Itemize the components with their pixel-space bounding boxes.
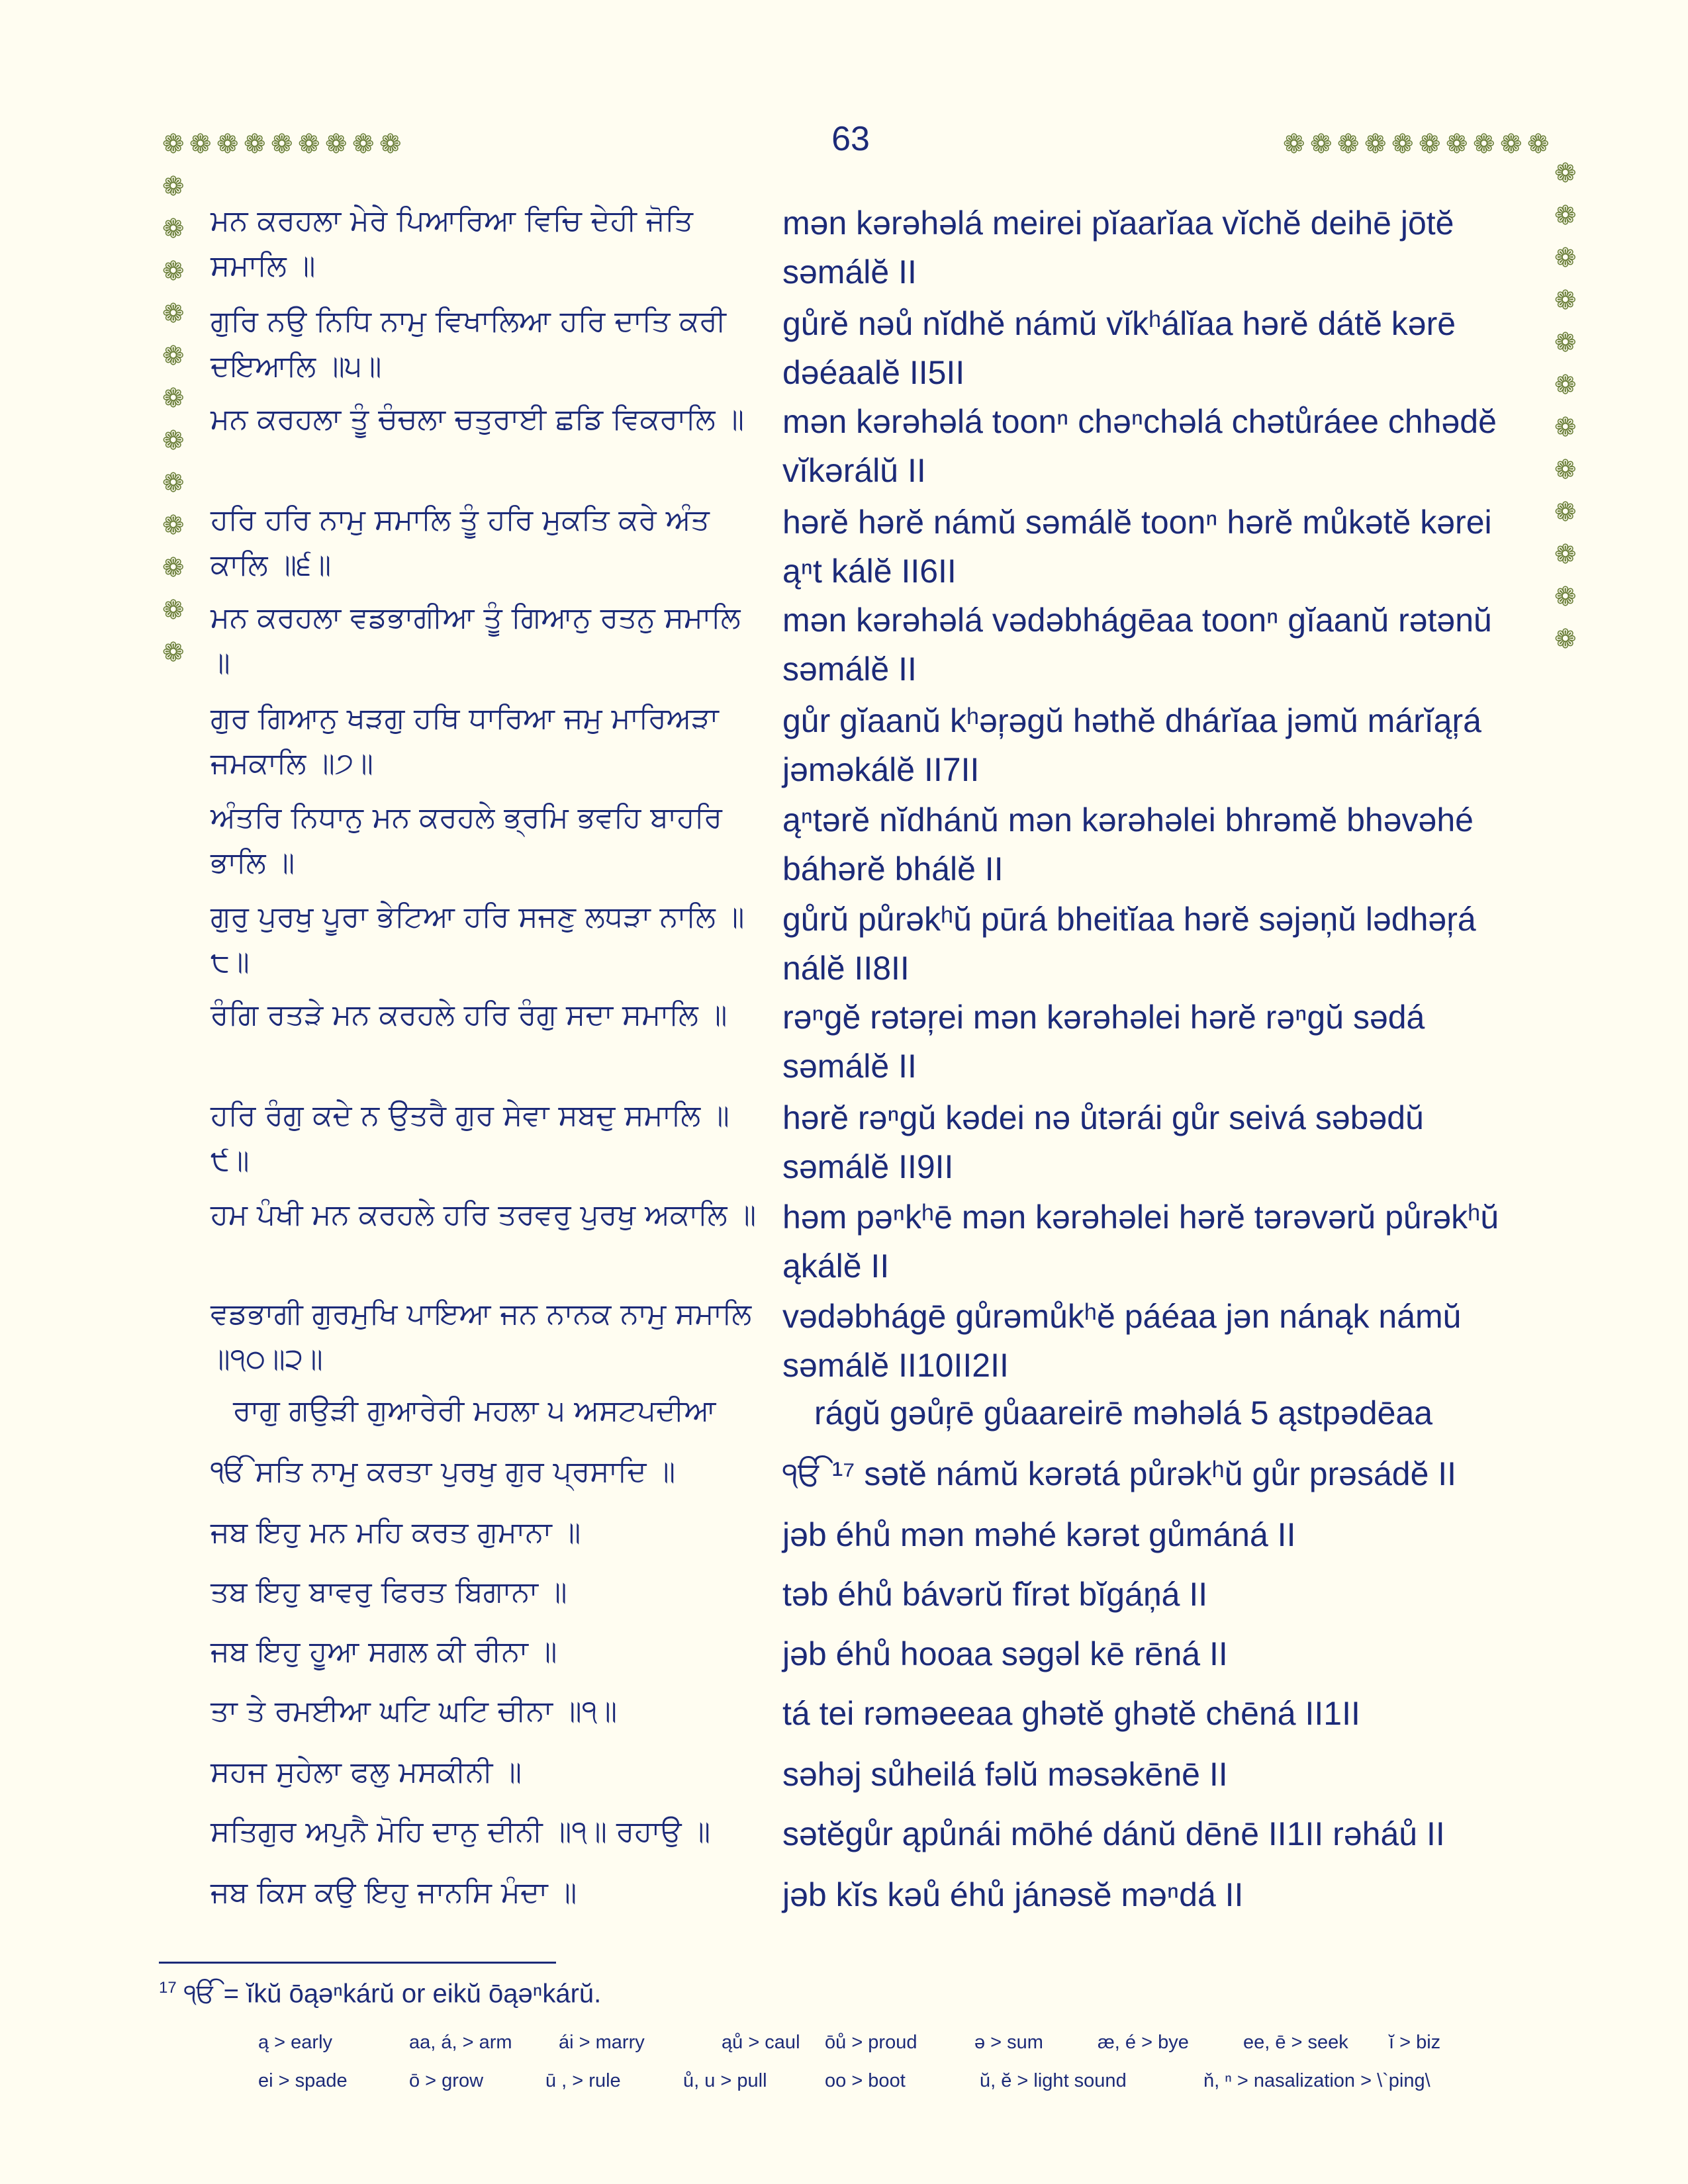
legend-row [258, 2032, 1516, 2070]
ornament-flower: ❁ [1337, 129, 1360, 159]
ornament-flower: ❁ [162, 298, 185, 329]
legend-entry: ō > grow [409, 2070, 484, 2091]
ornament-flower: ❁ [1364, 129, 1387, 159]
footnote-text: ੴ = ĭkŭ ōąəⁿkárŭ or eikŭ ōąəⁿkárŭ. [183, 1979, 602, 2009]
transliteration-text: təb éhů bávərŭ fĭrət bĭgáņá II [782, 1576, 1208, 1613]
legend-entry: ą > early [258, 2032, 333, 2053]
ornament-flower: ❁ [1554, 539, 1577, 570]
gurmukhi-text: ਗੁਰੁ ਪੁਰਖੁ ਪੂਰਾ ਭੇਟਿਆ ਹਰਿ ਸਜਣੁ ਲਧੜਾ ਨਾਲਿ ॥੮॥ [211, 900, 745, 979]
ornament-flower: ❁ [1554, 201, 1577, 231]
legend-entry: ee, ē > seek [1243, 2032, 1348, 2053]
ornament-flower: ❁ [162, 468, 185, 498]
gurmukhi-text: ਗੁਰ ਗਿਆਨੁ ਖੜਗੁ ਹਥਿ ਧਾਰਿਆ ਜਮੁ ਮਾਰਿਅੜਾ ਜਮਕਾਲਿ ॥੭॥ [211, 702, 719, 780]
gurmukhi-text: ਹਮ ਪੰਖੀ ਮਨ ਕਰਹਲੇ ਹਰਿ ਤਰਵਰੁ ਪੁਰਖੁ ਅਕਾਲਿ ॥ [211, 1198, 757, 1232]
gurmukhi-text: ਜਬ ਕਿਸ ਕਉ ਇਹੁ ਜਾਨਸਿ ਮੰਦਾ ॥ [211, 1876, 577, 1909]
ornament-flower: ❁ [1554, 582, 1577, 612]
transliteration-text: ąⁿtərĕ nĭdhánŭ mən kərəhəlei bhrəmĕ bhəvəhé báhərĕ bhálĕ II [782, 801, 1474, 887]
ornament-flower: ❁ [1527, 129, 1550, 159]
transliteration-text: rəⁿgĕ rətəŗei mən kərəhəlei hərĕ rəⁿgŭ sədá səmálĕ II [782, 999, 1425, 1085]
ornament-flower: ❁ [162, 256, 185, 287]
gurmukhi-text: ਜਬ ਇਹੁ ਹੂਆ ਸਗਲ ਕੀ ਰੀਨਾ ॥ [211, 1635, 557, 1668]
ornament-flower: ❁ [1554, 412, 1577, 443]
ornament-flower: ❁ [162, 553, 185, 583]
ornament-flower: ❁ [1419, 129, 1441, 159]
footnote [159, 1979, 601, 2009]
transliteration-text: mən kərəhəlá meirei pĭaarĭaa vĭchĕ deihē jōtĕ səmálĕ II [782, 205, 1454, 291]
footnote-marker: 17 [159, 1979, 177, 1997]
gurmukhi-text: ੴ ਸਤਿ ਨਾਮੁ ਕਰਤਾ ਪੁਰਖੁ ਗੁਰ ਪ੍ਰਸਾਦਿ ॥ [211, 1455, 676, 1488]
ornament-flower: ❁ [162, 171, 185, 202]
legend-entry: ū , > rule [545, 2070, 621, 2091]
transliteration-text: rágŭ gəůŗē gůaareirē məhəlá 5 ąstpədēaa [814, 1394, 1433, 1432]
ornament-flower: ❁ [325, 129, 348, 159]
gurmukhi-text: ਤਬ ਇਹੁ ਬਾਵਰੁ ਫਿਰਤ ਬਿਗਾਨਾ ॥ [211, 1575, 567, 1609]
legend-row [258, 2070, 1516, 2109]
ornament-flower: ❁ [1473, 129, 1495, 159]
gurmukhi-text: ਅੰਤਰਿ ਨਿਧਾਨੁ ਮਨ ਕਰਹਲੇ ਭ੍ਰਮਿ ਭਵਹਿ ਬਾਹਰਿ ਭਾਲਿ ॥ [211, 801, 722, 880]
pronunciation-legend [258, 2032, 1516, 2109]
legend-entry: ĭ > biz [1389, 2032, 1441, 2053]
legend-entry: aa, á, > arm [409, 2032, 512, 2053]
ornament-flower: ❁ [1500, 129, 1523, 159]
legend-entry: oo > boot [825, 2070, 906, 2091]
gurmukhi-text: ਮਨ ਕਰਹਲਾ ਤੂੰ ਚੰਚਲਾ ਚਤੁਰਾਈ ਛਡਿ ਵਿਕਰਾਲਿ ॥ [211, 402, 745, 436]
legend-entry: ů, u > pull [683, 2070, 767, 2091]
legend-entry: ň, ⁿ > nasalization > \`ping\ [1203, 2070, 1430, 2091]
ornament-flower: ❁ [1310, 129, 1333, 159]
transliteration-text: səhəj sůheilá fəlŭ məsəkēnē II [782, 1756, 1228, 1793]
ornament-flower: ❁ [271, 129, 293, 159]
gurmukhi-text: ਮਨ ਕਰਹਲਾ ਵਡਭਾਗੀਆ ਤੂੰ ਗਿਆਨੁ ਰਤਨੁ ਸਮਾਲਿ ॥ [211, 601, 741, 680]
legend-entry: ə > sum [974, 2032, 1043, 2053]
gurmukhi-text: ਗੁਰਿ ਨਉ ਨਿਧਿ ਨਾਮੁ ਵਿਖਾਲਿਆ ਹਰਿ ਦਾਤਿ ਕਰੀ ਦਇਆਲਿ ॥੫॥ [211, 304, 726, 383]
ornament-flower: ❁ [189, 129, 212, 159]
gurmukhi-text: ਵਡਭਾਗੀ ਗੁਰਮੁਖਿ ਪਾਇਆ ਜਨ ਨਾਨਕ ਨਾਮੁ ਸਮਾਲਿ ॥੧੦॥੨॥ [211, 1297, 752, 1376]
legend-entry: ei > spade [258, 2070, 348, 2091]
ornament-flower: ❁ [1554, 497, 1577, 527]
ornament-flower: ❁ [1554, 285, 1577, 316]
legend-entry: ŭ, ĕ > light sound [980, 2070, 1127, 2091]
ornament-flower: ❁ [1554, 243, 1577, 273]
gurmukhi-text: ਹਰਿ ਰੰਗੁ ਕਦੇ ਨ ਉਤਰੈ ਗੁਰ ਸੇਵਾ ਸਬਦੁ ਸਮਾਲਿ ॥੯॥ [211, 1099, 729, 1177]
legend-entry: ái > marry [559, 2032, 645, 2053]
ornament-flower: ❁ [1554, 158, 1577, 189]
ornament-flower: ❁ [1554, 370, 1577, 400]
transliteration-text: hərĕ rəⁿgŭ kədei nə ůtərái gůr seivá səbədŭ səmálĕ II9II [782, 1099, 1424, 1185]
page-number: 63 [831, 120, 870, 158]
transliteration-text: sətĕgůr ąpůnái mōhé dánŭ dēnē II1II rəháů II [782, 1815, 1445, 1852]
transliteration-text: tá tei rəmәeeaa ghətĕ ghətĕ chēná II1II [782, 1695, 1360, 1732]
gurmukhi-text: ਰੰਗਿ ਰਤੜੇ ਮਨ ਕਰਹਲੇ ਹਰਿ ਰੰਗੁ ਸਦਾ ਸਮਾਲਿ ॥ [211, 998, 727, 1032]
ornament-flower: ❁ [162, 426, 185, 456]
ornament-flower: ❁ [216, 129, 239, 159]
gurmukhi-text: ਜਬ ਇਹੁ ਮਨ ਮਹਿ ਕਰਤ ਗੁਮਾਨਾ ॥ [211, 1516, 581, 1549]
ornament-flower: ❁ [162, 129, 185, 159]
ornament-flower: ❁ [162, 383, 185, 414]
transliteration-text: jəb kĭs kəů éhů jánəsĕ məⁿdá II [782, 1876, 1244, 1913]
ornament-flower: ❁ [162, 214, 185, 244]
ornament-flower: ❁ [1446, 129, 1468, 159]
transliteration-text: gůrŭ půrəkʰŭ pūrá bheitĭaa hərĕ səjəņŭ lədhəŗá nálĕ II8II [782, 901, 1476, 987]
gurmukhi-text: ਸਤਿਗੁਰ ਅਪੁਨੈ ਮੋਹਿ ਦਾਨੁ ਦੀਨੀ ॥੧॥ ਰਹਾਉ ॥ [211, 1815, 711, 1848]
gurmukhi-text: ਮਨ ਕਰਹਲਾ ਮੇਰੇ ਪਿਆਰਿਆ ਵਿਚਿ ਦੇਹੀ ਜੋਤਿ ਸਮਾਲਿ ॥ [211, 204, 693, 283]
transliteration-text: gůrĕ nəů nĭdhĕ námŭ vĭkʰálĭaa hərĕ dátĕ kərē dəéaalĕ II5II [782, 305, 1456, 391]
legend-entry: ąů > caul [722, 2032, 800, 2053]
ornament-flower: ❁ [1554, 328, 1577, 358]
footnote-rule [159, 1962, 556, 1964]
ornament-flower: ❁ [1554, 455, 1577, 485]
transliteration-text: həm pəⁿkʰē mən kərəhəlei hərĕ tərəvərŭ půrəkʰŭ ąkálĕ II [782, 1199, 1499, 1285]
ornament-flower: ❁ [352, 129, 375, 159]
ornament-flower: ❁ [162, 341, 185, 371]
transliteration-text: hərĕ hərĕ námŭ səmálĕ toonⁿ hərĕ můkətĕ kərei ąⁿt kálĕ II6II [782, 504, 1492, 590]
ornament-flower: ❁ [162, 637, 185, 668]
ornament-flower: ❁ [1391, 129, 1414, 159]
ornament-flower: ❁ [244, 129, 266, 159]
transliteration-text: ੴ ¹⁷ sətĕ námŭ kərətá půrəkʰŭ gůr prəsádĕ II [782, 1455, 1457, 1492]
transliteration-text: mən kərəhəlá vədəbhágēaa toonⁿ gĭaanŭ rətənŭ səmálĕ II [782, 602, 1492, 688]
gurmukhi-text: ਰਾਗੁ ਗਉੜੀ ਗੁਆਰੇਰੀ ਮਹਲਾ ੫ ਅਸਟਪਦੀਆ [233, 1394, 716, 1428]
transliteration-text: gůr gĭaanŭ kʰəŗəgŭ həthĕ dhárĭaa jəmŭ márĭąŗá jəməkálĕ II7II [782, 702, 1481, 788]
ornament-flower: ❁ [298, 129, 320, 159]
ornament-flower: ❁ [162, 595, 185, 625]
ornament-flower: ❁ [1554, 624, 1577, 655]
transliteration-text: vədəbhágē gůrəmůkʰĕ páéaa jən nánąk námŭ səmálĕ II10II2II [782, 1298, 1462, 1384]
transliteration-text: mən kərəhəlá toonⁿ chəⁿchəlá chətůráee chhədĕ vĭkərálŭ II [782, 403, 1497, 489]
ornament-flower: ❁ [1283, 129, 1305, 159]
gurmukhi-text: ਤਾ ਤੇ ਰਮਈਆ ਘਟਿ ਘਟਿ ਚੀਨਾ ॥੧॥ [211, 1694, 618, 1728]
legend-entry: æ, é > bye [1098, 2032, 1189, 2053]
gurmukhi-text: ਸਹਜ ਸੁਹੇਲਾ ਫਲੁ ਮਸਕੀਨੀ ॥ [211, 1755, 522, 1789]
gurmukhi-text: ਹਰਿ ਹਰਿ ਨਾਮੁ ਸਮਾਲਿ ਤੂੰ ਹਰਿ ਮੁਕਤਿ ਕਰੇ ਅੰਤ ਕਾਲਿ ॥੬॥ [211, 503, 710, 582]
ornament-flower: ❁ [162, 510, 185, 541]
transliteration-text: jəb éhů hooaa səgəl kē rēná II [782, 1635, 1228, 1672]
legend-entry: ōů > proud [825, 2032, 917, 2053]
ornament-flower: ❁ [379, 129, 402, 159]
transliteration-text: jəb éhů mən məhé kərət gůmáná II [782, 1516, 1296, 1553]
